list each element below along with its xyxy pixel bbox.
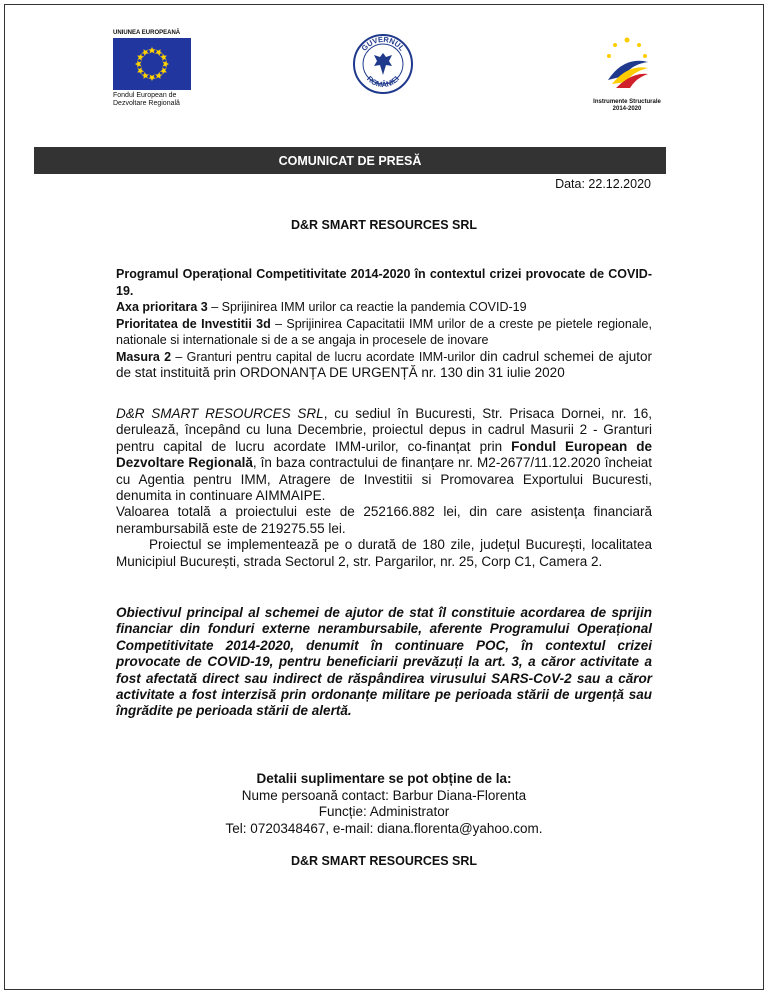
government-seal-icon bbox=[352, 33, 414, 95]
program-title: Programul Operațional Competitivitate 2014-2020 în contextul crizei provocate de COVID-19. bbox=[116, 267, 652, 298]
structural-instruments-icon bbox=[602, 36, 652, 92]
contact-section bbox=[0, 771, 768, 837]
structural-instruments-logo bbox=[588, 36, 666, 113]
eu-logo-caption: Fondul European de Dezvoltare Regională bbox=[113, 92, 180, 107]
project-value-paragraph: Valoarea totală a proiectului este de 252166.882 lei, din care asistența financiară nerambursabilă este de 219275.55 lei. bbox=[116, 504, 652, 536]
svg-text:ROMÂNIEI: ROMÂNIEI bbox=[365, 74, 401, 90]
prioritate-text: – Sprijinirea Capacitatii IMM urilor de a creste pe pietele regionale, nationale si internationale si de a se angaja in procesele de inovare bbox=[116, 316, 652, 347]
eu-logo-title: UNIUNEA EUROPEANĂ bbox=[113, 30, 181, 36]
svg-text:GUVERNUL: GUVERNUL bbox=[359, 34, 407, 53]
masura-text: – Granturi pentru capital de lucru acordate IMM-urilor bbox=[171, 349, 476, 364]
company-name-footer: D&R SMART RESOURCES SRL bbox=[290, 854, 478, 868]
program-section bbox=[116, 266, 652, 382]
project-location-paragraph: Proiectul se implementează pe o durată de 180 zile, județul București, localitatea Municipiul București, strada Sectorul 2, str. Pargarilor, nr. 25, Corp C1, Camera 2. bbox=[116, 537, 652, 569]
structural-instruments-caption: Instrumente Structurale 2014-2020 bbox=[593, 99, 661, 112]
contact-role: Funcție: Administrator bbox=[318, 804, 450, 819]
axa-label: Axa prioritara 3 bbox=[116, 300, 208, 314]
objective-paragraph: Obiectivul principal al schemei de ajutor de stat îl constituie acordarea de sprijin financiar din fonduri externe nerambursabile, aferente Programului Operațional Competitivitate 2014-2020, denumit în continuare POC, în contextul crizei provocate de COVID-19, pentru beneficiarii prevăzuți la art. 3, a căror activitate a fost afectată direct sau indirect de răspândirea virusului SARS-CoV-2 sau a căror activitate a fost interzisă prin ordonanțe militare pe perioada stării de urgență sau îngrădite pe perioada stării de alertă. bbox=[116, 605, 652, 719]
project-description bbox=[116, 406, 652, 570]
release-date: Data: 22.12.2020 bbox=[555, 177, 651, 191]
masura-label: Masura 2 bbox=[116, 349, 172, 364]
prioritate-label: Prioritatea de Investitii 3d bbox=[116, 316, 271, 331]
press-release-banner: COMUNICAT DE PRESĂ bbox=[34, 147, 666, 174]
axa-text: – Sprijinirea IMM urilor ca reactie la pandemia COVID-19 bbox=[207, 300, 527, 314]
eu-logo bbox=[113, 30, 193, 108]
body-company-name: D&R SMART RESOURCES SRL bbox=[116, 406, 324, 421]
contact-person: Nume persoană contact: Barbur Diana-Florenta bbox=[241, 787, 527, 803]
body-fund-name: Fondul European de Dezvoltare Regională bbox=[116, 438, 653, 471]
company-name-heading: D&R SMART RESOURCES SRL bbox=[290, 218, 478, 232]
contact-phone-email: Tel: 0720348467, e-mail: diana.florenta@yahoo.com. bbox=[225, 820, 543, 836]
body-text-a: , cu sediul în Bucuresti, Str. Prisaca Dornei, nr. 16, derulează, începând cu luna Decembrie, proiectul depus in cadrul Masurii 2 - Granturi pentru capital de lucru acordate IMM-urilor, co-finanțat prin bbox=[116, 406, 652, 454]
contact-heading: Detalii suplimentare se pot obține de la: bbox=[256, 771, 512, 786]
eu-flag-icon bbox=[113, 38, 191, 90]
masura-text-ordinance: din cadrul schemei de ajutor de stat instituită prin ORDONANȚA DE URGENȚĂ nr. 130 din 31 iulie 2020 bbox=[116, 348, 652, 380]
body-text-b: , în baza contractului de finanțare nr. M2-2677/11.12.2020 încheiat cu Agentia pentru IMM, Atragere de Investitii si Promovarea Exportului Bucuresti, denumita in continuare AIMMAIPE. bbox=[116, 455, 652, 504]
